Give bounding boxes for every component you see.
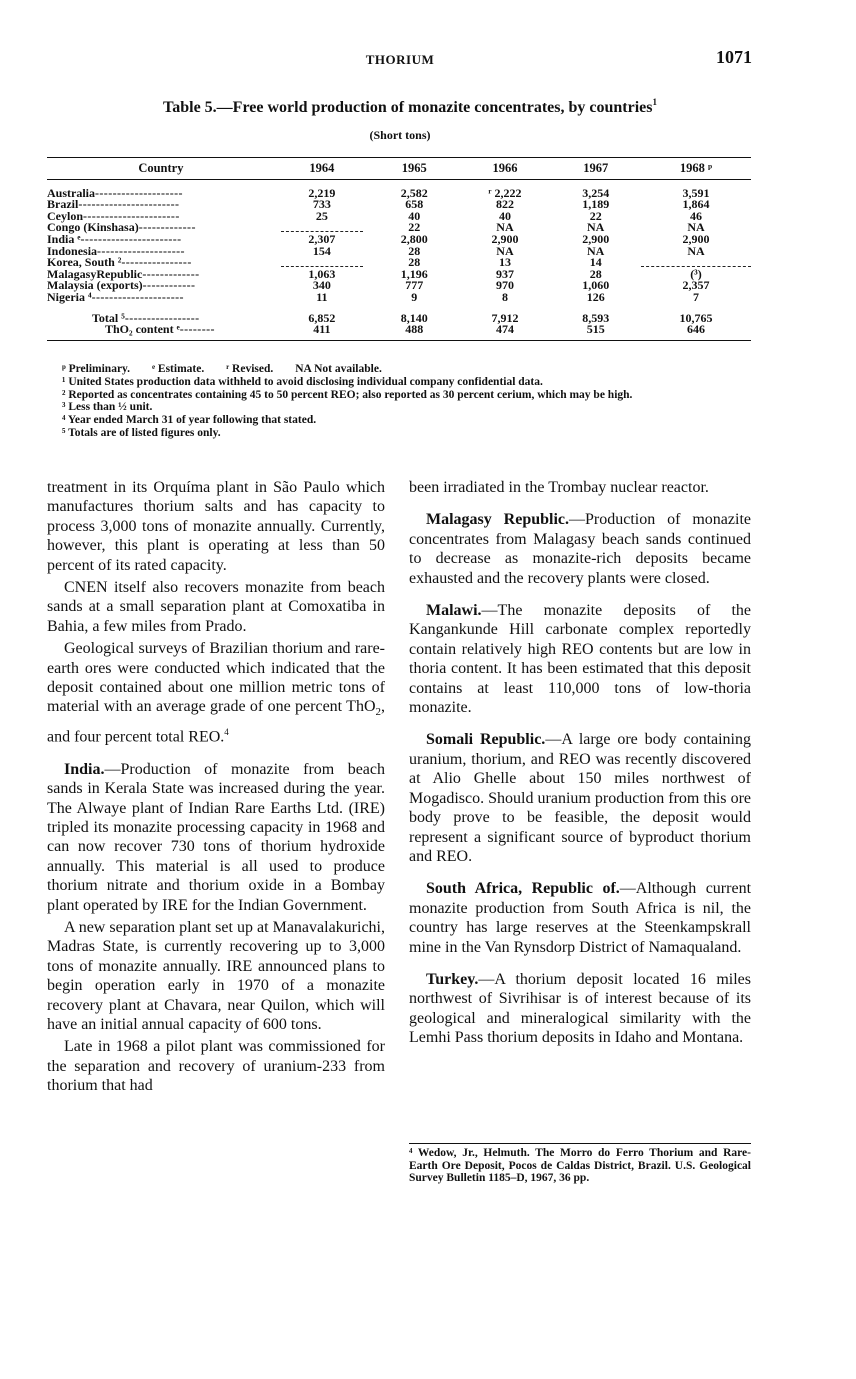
left-column xyxy=(47,478,385,1096)
value-cell: 28 xyxy=(589,266,602,281)
paragraph-text: —The monazite deposits of the Kangankunde Hill carbonate complex reportedly contain relatively high REO contents but are low in thoria content. It has been estimated that this deposit contains at least 110,000 tons of low-thoria monazite. xyxy=(409,602,751,717)
value-cell: 40 xyxy=(498,208,511,223)
value-cell: 2,219 xyxy=(308,185,336,200)
section-heading: Turkey. xyxy=(426,970,479,988)
value-cell: 8 xyxy=(501,289,508,304)
value-cell: 733 xyxy=(312,197,331,212)
country-name: MalagasyRepublic xyxy=(47,266,143,281)
value-cell: 8,593 xyxy=(582,310,610,325)
column-header: 1967 xyxy=(550,158,641,180)
column-header: 1964 xyxy=(275,158,369,180)
country-cell: Indonesia-------------------- xyxy=(47,243,185,258)
country-cell: Ceylon---------------------- xyxy=(47,208,180,223)
paragraph-text: —Although current monazite production from South Africa is nil, the country has large reserves at the Steenkampskrall mine in the Van Rynsdorp District of Namaqualand. xyxy=(409,880,752,956)
table-title xyxy=(50,99,770,117)
right-column xyxy=(409,478,751,1048)
footnote-mark: 4 xyxy=(224,727,229,738)
key-estimate: ᵉ Estimate. xyxy=(152,363,205,375)
value-cell: 474 xyxy=(459,324,550,340)
value-cell: 40 xyxy=(408,208,421,223)
table-units: (Short tons) xyxy=(369,128,431,142)
value-cell: 970 xyxy=(495,278,514,293)
country-name: Korea, South ² xyxy=(47,255,122,270)
value-cell: 2,900 xyxy=(491,231,519,246)
page-number: 1071 xyxy=(716,47,752,67)
paragraph-india xyxy=(47,760,385,915)
paragraph: CNEN itself also recovers monazite from beach sands at a small separation plant at Comoxatiba in Bahia, a few miles from Prado. xyxy=(47,579,385,635)
country-name: Brazil xyxy=(47,197,79,212)
value-cell: 10,765 xyxy=(679,310,713,325)
key-preliminary: ᵖ Preliminary. xyxy=(62,363,131,375)
paragraph-text: —A thorium deposit located 16 miles northwest of Sivrihisar is of interest because of its geological and mineralogical similarity with the Lemhi Pass thorium deposits in Idaho and Montana. xyxy=(409,970,751,1047)
value-cell: 22 xyxy=(408,220,421,235)
value-cell: NA xyxy=(587,220,605,235)
table-row xyxy=(47,292,751,304)
value-cell: 8,140 xyxy=(400,310,428,325)
paragraph-text: —Production of monazite from beach sands in Kerala State was increased during the year. The Alwaye plant of Indian Rare Earths Ltd. (IRE) tripled its monazite processing capacity in 1968 and can now recover 730 tons of thorium hydroxide annually. This material is all used to produce thorium nitrate and thorium oxide in a Bombay plant operated by IRE for the Indian Government. xyxy=(47,760,385,914)
section-heading: Malagasy Republic. xyxy=(426,511,570,529)
paragraph-text: Geological surveys of Brazilian thorium and rare-earth ores were conducted which indicated that the deposit contained about one million metric tons of material with an average grade of one percent ThO xyxy=(47,640,385,716)
country-name: Indonesia xyxy=(47,243,98,258)
paragraph-turkey xyxy=(409,970,751,1048)
value-cell: 2,307 xyxy=(308,231,336,246)
value-cell: (³) xyxy=(690,266,702,281)
value-cell: 1,060 xyxy=(582,278,610,293)
footnote-3: ³ Less than ½ unit. xyxy=(62,401,153,414)
value-cell: 7,912 xyxy=(491,310,519,325)
subscript: 2 xyxy=(375,706,381,719)
value-cell: NA xyxy=(496,220,514,235)
value-cell: 646 xyxy=(641,324,751,340)
paragraph-text: , and four percent total REO. xyxy=(47,698,385,746)
value-cell: NA xyxy=(687,220,705,235)
country-name: Congo (Kinshasa) xyxy=(47,220,139,235)
value-cell: 2,800 xyxy=(400,231,428,246)
paragraph-malawi xyxy=(409,601,751,717)
value-cell: 14 xyxy=(589,255,602,270)
country-cell: ThO₂ content ᵉ-------- xyxy=(47,324,275,340)
key-not-available: NA Not available. xyxy=(295,363,382,375)
value-cell: 658 xyxy=(405,197,424,212)
country-cell: Congo (Kinshasa)------------- xyxy=(47,220,196,235)
value-cell: 2,900 xyxy=(682,231,710,246)
value-cell: 2,900 xyxy=(582,231,610,246)
section-heading: Somali Republic. xyxy=(426,731,546,749)
paragraph xyxy=(47,639,385,747)
paragraph-south-africa xyxy=(409,879,751,957)
country-cell: Australia-------------------- xyxy=(47,185,183,200)
footnote-key xyxy=(47,363,767,376)
value-cell: 1,864 xyxy=(682,197,710,212)
value-cell: NA xyxy=(587,243,605,258)
table-title-footnote-mark: 1 xyxy=(652,97,657,107)
tho2-label: ThO₂ content ᵉ xyxy=(105,322,180,337)
value-cell: 1,196 xyxy=(400,266,428,281)
value-cell: 3,591 xyxy=(682,185,710,200)
paragraph-text: —Production of monazite concentrates from Malagasy beach sands continued to decrease as monazite-rich deposits became exhausted and the recovery plants were closed. xyxy=(409,511,751,587)
value-cell: 515 xyxy=(550,324,641,340)
table-footnotes xyxy=(47,363,767,440)
column-header: 1965 xyxy=(369,158,460,180)
country-cell: Korea, South ²---------------- xyxy=(47,255,192,270)
paragraph-somali xyxy=(409,730,751,866)
value-cell: 22 xyxy=(589,208,602,223)
value-cell: 126 xyxy=(586,289,605,304)
not-reported-dash xyxy=(641,260,751,267)
value-cell: 11 xyxy=(316,289,328,304)
country-cell: Nigeria ⁴--------------------- xyxy=(47,289,184,304)
value-cell: 3,254 xyxy=(582,185,610,200)
value-cell: ʳ 2,222 xyxy=(488,185,522,200)
tho2-row xyxy=(47,324,751,340)
footnote-4: ⁴ Year ended March 31 of year following that stated. xyxy=(62,414,317,427)
column-header: 1968 ᵖ xyxy=(641,158,751,180)
value-cell: 340 xyxy=(312,278,331,293)
value-cell: 28 xyxy=(408,243,421,258)
value-cell: 154 xyxy=(312,243,331,258)
country-cell: India ᵉ----------------------- xyxy=(47,231,182,246)
value-cell: NA xyxy=(687,243,705,258)
section-heading: South Africa, Republic of. xyxy=(426,880,620,898)
country-name: India ᵉ xyxy=(47,231,81,246)
table-title-text: Table 5.—Free world production of monazite concentrates, by countries xyxy=(163,99,653,116)
section-heading: Malawi. xyxy=(426,602,482,620)
country-cell: Total ⁵----------------- xyxy=(92,310,200,325)
column-header: 1966 xyxy=(459,158,550,180)
value-cell: 2,357 xyxy=(682,278,710,293)
section-heading: India. xyxy=(64,760,105,778)
value-cell: 28 xyxy=(408,255,421,270)
table-row xyxy=(47,179,751,199)
value-cell: 6,852 xyxy=(308,310,336,325)
value-cell: 937 xyxy=(495,266,514,281)
value-cell: 46 xyxy=(689,208,702,223)
country-cell: Malaysia (exports)------------ xyxy=(47,278,196,293)
production-table xyxy=(47,157,751,341)
value-cell: 13 xyxy=(498,255,511,270)
total-label: Total ⁵ xyxy=(92,310,125,325)
total-row xyxy=(47,304,751,325)
reference-footnote: ⁴ Wedow, Jr., Helmuth. The Morro do Ferro Thorium and Rare-Earth Ore Deposit, Pocos de Caldas District, Brazil. U.S. Geological Survey Bulletin 1185–D, 1967, 36 pp. xyxy=(409,1143,751,1185)
value-cell: 777 xyxy=(405,278,424,293)
value-cell: 25 xyxy=(315,208,328,223)
country-cell: Brazil----------------------- xyxy=(47,197,180,212)
value-cell: 488 xyxy=(369,324,460,340)
key-revised: ʳ Revised. xyxy=(226,363,274,375)
paragraph: A new separation plant set up at Manavalakurichi, Madras State, is currently recovering up to 3,000 tons of monazite annually. IRE announced plans to begin operation early in 1970 of a monazite recovery plant at Chavara, near Quilon, which will have an initial annual capacity of 600 tons. xyxy=(47,919,385,1034)
country-cell: MalagasyRepublic------------- xyxy=(47,266,200,281)
paragraph: been irradiated in the Trombay nuclear reactor. xyxy=(409,479,709,496)
paragraph: treatment in its Orquíma plant in São Paulo which manufactures thorium salts and has capacity to process 3,000 tons of monazite annually. Currently, however, this plant is operating at less than 50 percent of its rated capacity. xyxy=(47,479,385,574)
footnote-1: ¹ United States production data withheld to avoid disclosing individual company confidential data. xyxy=(62,375,543,388)
paragraph-malagasy xyxy=(409,510,751,588)
value-cell: 411 xyxy=(275,324,369,340)
column-header: Country xyxy=(47,158,275,180)
footnote-5: ⁵ Totals are of listed figures only. xyxy=(62,426,221,439)
footnote-2: ² Reported as concentrates containing 45 to 50 percent REO; also reported as 30 percent cerium, which may be high. xyxy=(62,388,633,401)
country-name: Malaysia (exports) xyxy=(47,278,143,293)
value-cell: 1,189 xyxy=(582,197,610,212)
value-cell: 2,582 xyxy=(400,185,428,200)
value-cell: 9 xyxy=(411,289,418,304)
country-name: Australia xyxy=(47,185,95,200)
running-title: THORIUM xyxy=(365,52,435,67)
paragraph-text: —A large ore body containing uranium, thorium, and REO was recently discovered at Alio Ghelle about 150 miles northwest of Mogadisco. Should uranium production from this ore body prove to be feasible, the deposit would represent a significant source of byproduct thorium and REO. xyxy=(409,731,752,865)
table-header-row xyxy=(47,158,751,180)
value-cell: 7 xyxy=(692,289,699,304)
value-cell: 822 xyxy=(495,197,514,212)
paragraph: Late in 1968 a pilot plant was commissioned for the separation and recovery of uranium-233 from thorium that had xyxy=(47,1038,385,1095)
not-reported-dash xyxy=(281,260,363,267)
value-cell: NA xyxy=(496,243,514,258)
country-name: Nigeria ⁴ xyxy=(47,289,92,304)
country-name: Ceylon xyxy=(47,208,83,223)
value-cell: 1,063 xyxy=(308,266,336,281)
